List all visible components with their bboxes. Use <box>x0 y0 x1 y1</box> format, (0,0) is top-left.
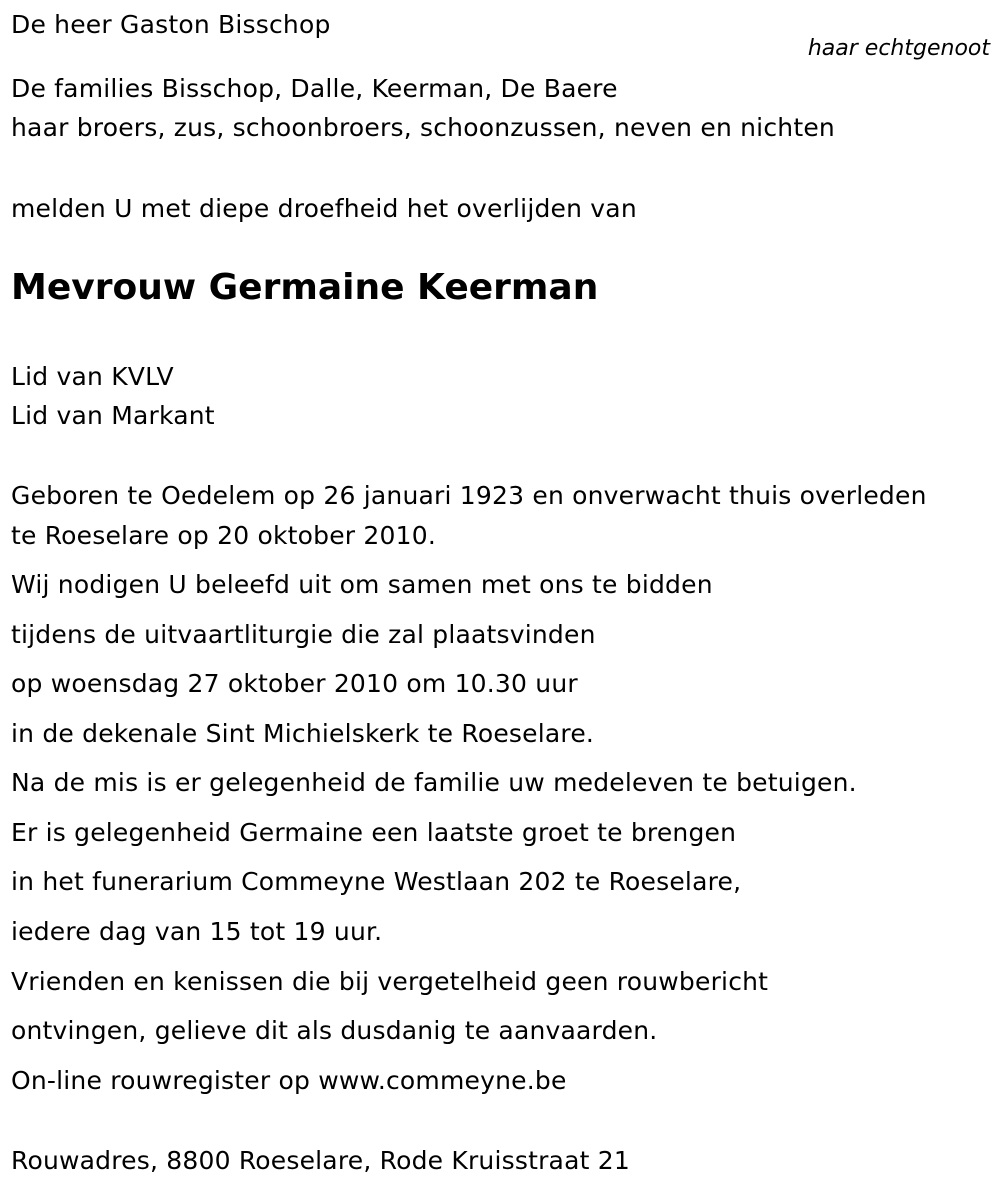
spouse-name: De heer Gaston Bisschop <box>11 10 331 39</box>
body-line-hours: iedere dag van 15 tot 19 uur. <box>11 917 383 946</box>
body-line: Na de mis is er gelegenheid de familie uw medeleven te betuigen. <box>11 768 857 797</box>
body-line-register: On-line rouwregister op www.commeyne.be <box>11 1066 567 1095</box>
body-line: Vrienden en kenissen die bij vergetelheid geen rouwbericht <box>11 967 769 996</box>
body-line-date: op woensdag 27 oktober 2010 om 10.30 uur <box>11 669 578 698</box>
announcement-line: melden U met diepe droefheid het overlijden van <box>11 194 637 223</box>
membership-item: Lid van KVLV <box>11 362 174 391</box>
body-line: Er is gelegenheid Germaine een laatste groet te brengen <box>11 818 737 847</box>
body-line: tijdens de uitvaartliturgie die zal plaatsvinden <box>11 620 596 649</box>
body-line-death: te Roeselare op 20 oktober 2010. <box>11 521 436 550</box>
deceased-name: Mevrouw Germaine Keerman <box>11 267 599 308</box>
body-line: ontvingen, gelieve dit als dusdanig te aanvaarden. <box>11 1016 658 1045</box>
spouse-relation: haar echtgenoot <box>807 36 990 61</box>
body-line-funerarium: in het funerarium Commeyne Westlaan 202 te Roeselare, <box>11 867 742 896</box>
body-line-birth: Geboren te Oedelem op 26 januari 1923 en onverwacht thuis overleden <box>11 481 927 510</box>
membership-item: Lid van Markant <box>11 401 215 430</box>
mourning-address: Rouwadres, 8800 Roeselare, Rode Kruisstraat 21 <box>11 1146 630 1175</box>
body-line-church: in de dekenale Sint Michielskerk te Roeselare. <box>11 719 595 748</box>
relatives-line: haar broers, zus, schoonbroers, schoonzussen, neven en nichten <box>11 113 835 142</box>
families-line: De families Bisschop, Dalle, Keerman, De Baere <box>11 74 618 103</box>
body-line: Wij nodigen U beleefd uit om samen met ons te bidden <box>11 570 713 599</box>
